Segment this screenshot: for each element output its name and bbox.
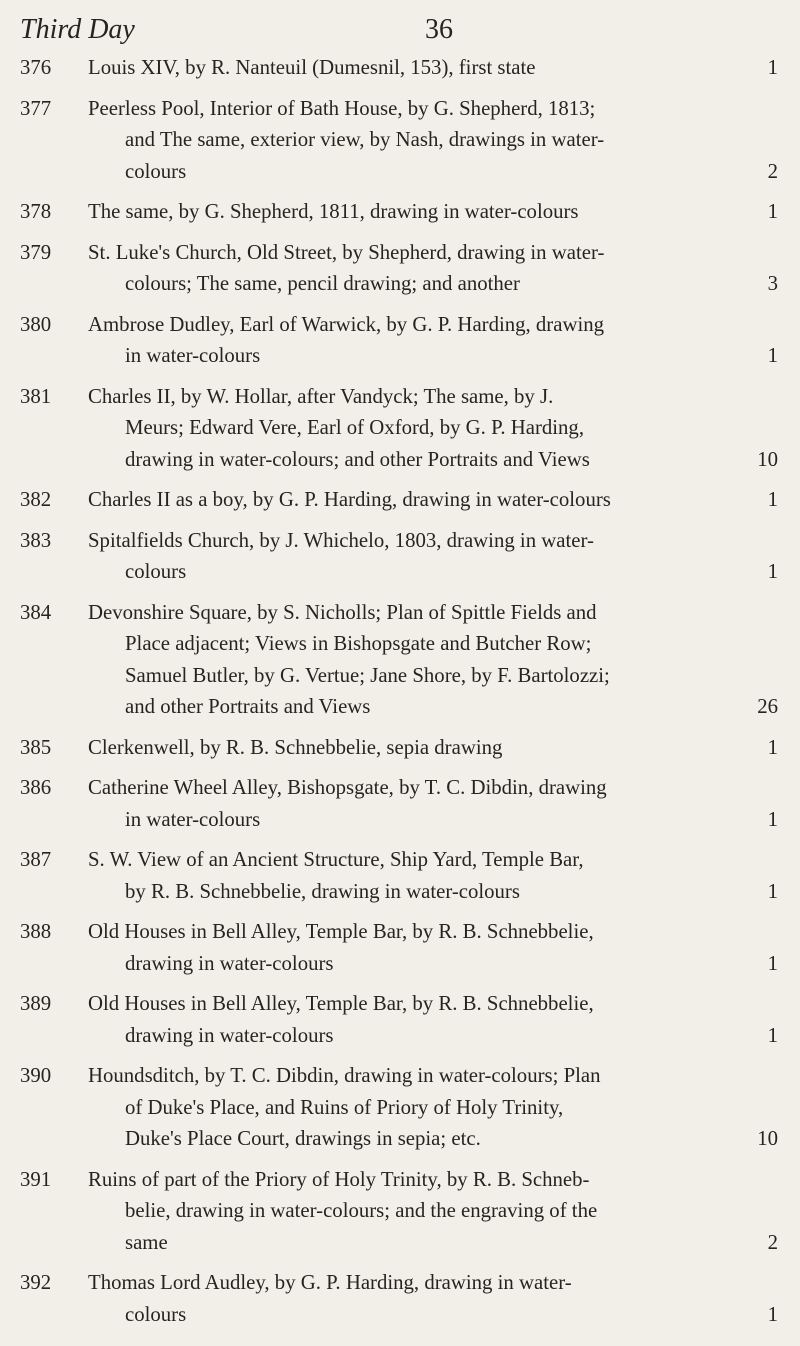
lot-quantity: 3 [767, 272, 778, 295]
lot-quantity: 10 [757, 447, 778, 471]
lot-description-line: drawing in water-colours [125, 1023, 334, 1047]
lot-quantity: 1 [767, 807, 778, 831]
lot-description-line: Peerless Pool, Interior of Bath House, by G. Shepherd, 1813; [88, 96, 596, 120]
lot-quantity: 1 [767, 200, 778, 223]
lot-quantity: 2 [767, 1230, 778, 1254]
lot-description-line: drawing in water-colours [125, 951, 334, 975]
lot-number: 386 [20, 776, 52, 799]
lot-description-line: drawing in water-colours; and other Portraits and Views [125, 447, 590, 471]
lot-description-line: Thomas Lord Audley, by G. P. Harding, drawing in water- [88, 1271, 572, 1294]
lot-number: 382 [20, 488, 52, 511]
lot-description-line: Meurs; Edward Vere, Earl of Oxford, by G. P. Harding, [125, 416, 585, 439]
lot-description-line: in water-colours [125, 807, 261, 831]
lot-quantity: 1 [767, 1023, 778, 1047]
lot-description-line: colours [125, 560, 187, 583]
lot-description-line: Old Houses in Bell Alley, Temple Bar, by R. B. Schnebbelie, [88, 920, 594, 943]
lot-quantity: 1 [767, 344, 778, 367]
lot-description-line: colours [125, 1302, 187, 1326]
lot-number: 377 [20, 96, 52, 120]
lot-number: 383 [20, 528, 52, 552]
lot-quantity: 2 [767, 159, 778, 183]
lot-description-line: by R. B. Schnebbelie, drawing in water-colours [125, 879, 520, 903]
lot-description-line: Devonshire Square, by S. Nicholls; Plan of Spittle Fields and [88, 600, 597, 624]
lot-description-line: Old Houses in Bell Alley, Temple Bar, by R. B. Schnebbelie, [88, 992, 594, 1015]
lot-number: 391 [20, 1167, 52, 1191]
lot-number: 385 [20, 735, 52, 759]
lot-description-line: Catherine Wheel Alley, Bishopsgate, by T. C. Dibdin, drawing [88, 776, 607, 799]
lot-quantity: 1 [767, 488, 778, 511]
lot-number: 379 [20, 240, 52, 264]
lot-number: 389 [20, 992, 52, 1015]
lot-description-line: and The same, exterior view, by Nash, drawings in water- [125, 128, 605, 151]
lot-description-line: same [125, 1230, 168, 1254]
lot-description-line: colours; The same, pencil drawing; and another [125, 272, 520, 295]
page-header [0, 0, 800, 60]
lot-description-line: Charles II as a boy, by G. P. Harding, drawing in water-colours [88, 488, 611, 511]
lot-number: 378 [20, 200, 52, 223]
lot-number: 387 [20, 848, 52, 871]
lot-number: 380 [20, 312, 52, 336]
lot-description-line: Samuel Butler, by G. Vertue; Jane Shore, by F. Bartolozzi; [125, 663, 610, 687]
lot-quantity: 1 [767, 1302, 778, 1326]
lot-description-line: The same, by G. Shepherd, 1811, drawing in water-colours [88, 200, 579, 223]
lot-quantity: 26 [757, 695, 778, 718]
lot-description-line: colours [125, 159, 187, 183]
lot-number: 390 [20, 1064, 52, 1087]
lot-quantity: 1 [767, 56, 778, 79]
lot-quantity: 1 [767, 735, 778, 759]
lot-description-line: and other Portraits and Views [125, 695, 371, 718]
page-number: 36 [425, 14, 453, 45]
lot-description-line: in water-colours [125, 344, 261, 367]
lot-description-line: Place adjacent; Views in Bishopsgate and Butcher Row; [125, 632, 592, 655]
lot-quantity: 10 [757, 1127, 778, 1150]
lot-description-line: Ruins of part of the Priory of Holy Trinity, by R. B. Schneb- [88, 1167, 590, 1191]
lot-description-line: Louis XIV, by R. Nanteuil (Dumesnil, 153), first state [88, 56, 536, 79]
lot-number: 381 [20, 384, 52, 408]
lot-description-line: Charles II, by W. Hollar, after Vandyck; The same, by J. [88, 384, 554, 408]
day-heading: Third Day [20, 14, 135, 45]
lot-number: 392 [20, 1271, 52, 1294]
lot-quantity: 1 [767, 951, 778, 975]
lot-description-line: Duke's Place Court, drawings in sepia; etc. [125, 1127, 481, 1150]
lot-description-line: of Duke's Place, and Ruins of Priory of Holy Trinity, [125, 1095, 564, 1119]
lot-description-line: St. Luke's Church, Old Street, by Shepherd, drawing in water- [88, 240, 605, 264]
lot-description-line: Clerkenwell, by R. B. Schnebbelie, sepia drawing [88, 735, 503, 759]
lot-description-line: Spitalfields Church, by J. Whichelo, 1803, drawing in water- [88, 528, 594, 552]
lot-description-line: Ambrose Dudley, Earl of Warwick, by G. P. Harding, drawing [88, 312, 605, 336]
lot-number: 384 [20, 600, 52, 624]
lot-quantity: 1 [767, 560, 778, 583]
lot-quantity: 1 [767, 879, 778, 903]
lot-number: 388 [20, 920, 52, 943]
lot-number: 376 [20, 56, 52, 79]
lot-description-line: Houndsditch, by T. C. Dibdin, drawing in water-colours; Plan [88, 1064, 601, 1087]
lot-description-line: S. W. View of an Ancient Structure, Ship Yard, Temple Bar, [88, 848, 584, 871]
lot-description-line: belie, drawing in water-colours; and the engraving of the [125, 1199, 598, 1222]
